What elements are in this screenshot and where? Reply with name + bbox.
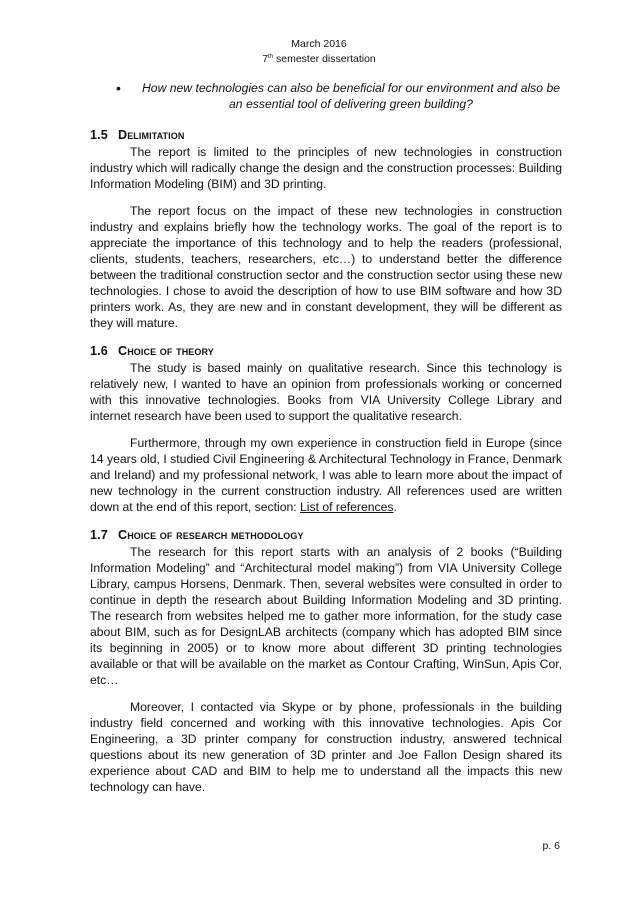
- section-title: Choice of research methodology: [118, 528, 304, 542]
- header-semester: [0, 51, 638, 66]
- section-number: 1.6: [90, 344, 108, 358]
- section-number: 1.7: [90, 528, 108, 542]
- paragraph: Moreover, I contacted via Skype or by phone, professionals in the building industry field concerned and working with this innovative technologies. Apis Cor Engineering, a 3D printer company for construction industry, answered technical questions about its new generation of 3D printer and Joe Fallon Design shared its experience about CAD and BIM to help me to understand all the impacts this new technology can have.: [90, 700, 562, 794]
- paragraph: The report is limited to the principles of new technologies in construction industry which will radically change the design and the construction processes: Building Information Modeling (BIM) and 3D printing.: [90, 145, 562, 191]
- header-semester-number: 7: [262, 53, 269, 65]
- page-header: [0, 38, 638, 66]
- section-heading-research-methodology: [90, 526, 562, 544]
- page-number: p. 6: [542, 840, 560, 852]
- list-of-references-link[interactable]: List of references: [300, 500, 394, 514]
- section-heading-delimitation: [90, 126, 562, 144]
- header-date: March 2016: [291, 38, 347, 50]
- paragraph-text: Furthermore, through my own experience in construction field in Europe (since 14 years old, I studied Civil Engineering & Architectural Technology in France, Denmark and Ireland) and my professional network, I was able to learn more about the impact of new technology in the current construction industry. All references used are written down at the end of this report, section:: [90, 436, 562, 514]
- section-title: Choice of theory: [118, 344, 214, 358]
- paragraph: The study is based mainly on qualitative research. Since this technology is relatively new, I wanted to have an opinion from professionals working or concerned with this innovative technologies. Books from VIA University College Library and internet research have been used to support the qualitative research.: [90, 361, 562, 423]
- header-semester-suffix: th: [268, 54, 274, 60]
- bullet-dot-icon: •: [116, 80, 121, 96]
- bullet-text: How new technologies can also be beneficial for our environment and also be an essential tool of delivering green building?: [141, 81, 561, 111]
- page-body: [90, 80, 562, 806]
- paragraph: The research for this report starts with an analysis of 2 books (“Building Information Modeling” and “Architectural model making”) from VIA University College Library, campus Horsens, Denmark. Then, several websites were consulted in order to continue in depth the research about Building Information Modeling and 3D printing. The research from websites helped me to gather more information, for the study case about BIM, such as for DesignLAB architects (company which has adopted BIM since its beginning in 2005) or to know more about different 3D printing technologies available or that will be available on the market as Contour Crafting, WinSun, Apis Cor, etc…: [90, 545, 562, 687]
- paragraph-with-link: [90, 435, 562, 515]
- section-title: Delimitation: [118, 128, 185, 142]
- section-heading-choice-of-theory: [90, 342, 562, 360]
- paragraph-end: .: [393, 500, 397, 514]
- header-semester-rest: semester dissertation: [273, 53, 376, 65]
- section-number: 1.5: [90, 128, 108, 142]
- paragraph: The report focus on the impact of these new technologies in construction industry and explains briefly how the technology works. The goal of the report is to appreciate the importance of this technology and to help the readers (professional, clients, students, teachers, researchers, etc…) to understand better the difference between the traditional construction sector and the construction sector using these new technologies. I chose to avoid the description of how to use BIM software and how 3D printers work. As, they are new and in constant development, they will be different as they will mature.: [90, 204, 562, 330]
- question-bullet: [116, 80, 562, 112]
